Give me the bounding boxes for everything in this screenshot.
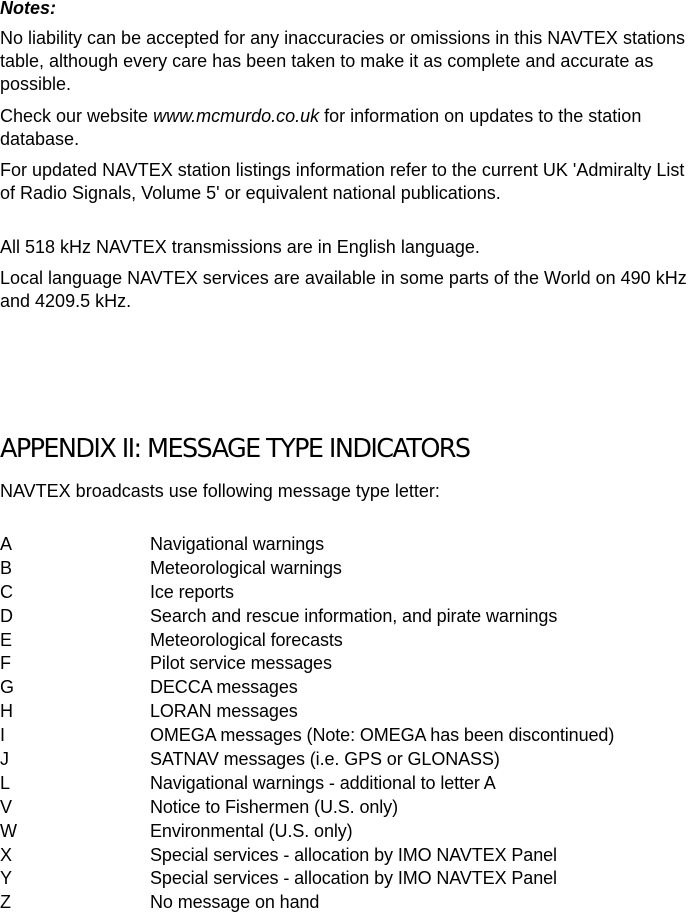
list-item (0, 676, 693, 700)
message-description: Meteorological forecasts (150, 629, 343, 650)
message-description: OMEGA messages (Note: OMEGA has been discontinued) (150, 725, 615, 746)
message-letter: I (0, 725, 6, 746)
list-item (0, 533, 693, 557)
message-letter: L (0, 772, 11, 793)
message-letter: G (0, 677, 15, 698)
message-description: Navigational warnings - additional to letter A (150, 772, 496, 793)
list-item (0, 891, 693, 915)
list-item (0, 796, 693, 820)
list-item (0, 724, 693, 748)
message-description: Special services - allocation by IMO NAVTEX Panel (150, 868, 557, 889)
updated-listings-paragraph: For updated NAVTEX station listings information refer to the current UK 'Admiralty List of Radio Signals, Volume 5' or equivalent national publications. (0, 160, 685, 203)
message-letter: W (0, 820, 17, 841)
website-text-after: for information on updates to the station database. (0, 106, 642, 149)
message-description: SATNAV messages (i.e. GPS or GLONASS) (150, 749, 500, 770)
notes-heading: Notes: (0, 0, 57, 18)
list-item (0, 748, 693, 772)
message-description: Pilot service messages (150, 653, 332, 674)
message-description: Environmental (U.S. only) (150, 820, 353, 841)
appendix-title: APPENDIX II: MESSAGE TYPE INDICATORS (0, 434, 470, 464)
message-letter: F (0, 653, 11, 674)
appendix-intro: NAVTEX broadcasts use following message type letter: (0, 481, 440, 501)
message-letter: V (0, 796, 13, 817)
list-item (0, 772, 693, 796)
message-letter: C (0, 581, 13, 602)
message-description: Notice to Fishermen (U.S. only) (150, 796, 398, 817)
message-description: No message on hand (150, 892, 320, 913)
message-letter: A (0, 534, 13, 554)
website-text-before: Check our website (0, 106, 154, 126)
message-description: DECCA messages (150, 677, 298, 698)
message-letter: B (0, 557, 13, 578)
english-language-paragraph: All 518 kHz NAVTEX transmissions are in English language. (0, 237, 480, 257)
message-type-list (0, 533, 693, 915)
list-item (0, 629, 693, 653)
message-description: LORAN messages (150, 701, 298, 722)
list-item (0, 820, 693, 844)
message-description: Ice reports (150, 581, 234, 602)
message-description: Special services - allocation by IMO NAVTEX Panel (150, 844, 557, 865)
list-item (0, 700, 693, 724)
list-item (0, 652, 693, 676)
website-paragraph (0, 105, 693, 151)
message-letter: J (0, 749, 9, 770)
message-letter: E (0, 629, 13, 650)
website-link[interactable]: www.mcmurdo.co.uk (153, 106, 320, 126)
liability-paragraph: No liability can be accepted for any inaccuracies or omissions in this NAVTEX stations table, although every care has been taken to make it as complete and accurate as possible. (0, 28, 685, 94)
message-description: Navigational warnings (150, 534, 324, 554)
message-letter: X (0, 844, 13, 865)
list-item (0, 605, 693, 629)
local-language-paragraph: Local language NAVTEX services are available in some parts of the World on 490 kHz and 4209.5 kHz. (0, 268, 687, 311)
list-item (0, 581, 693, 605)
message-description: Meteorological warnings (150, 557, 342, 578)
message-letter: D (0, 605, 13, 626)
list-item (0, 557, 693, 581)
list-item (0, 867, 693, 891)
message-letter: Z (0, 892, 11, 913)
message-letter: Y (0, 868, 13, 889)
list-item (0, 844, 693, 868)
message-letter: H (0, 701, 13, 722)
message-description: Search and rescue information, and pirate warnings (150, 605, 558, 626)
